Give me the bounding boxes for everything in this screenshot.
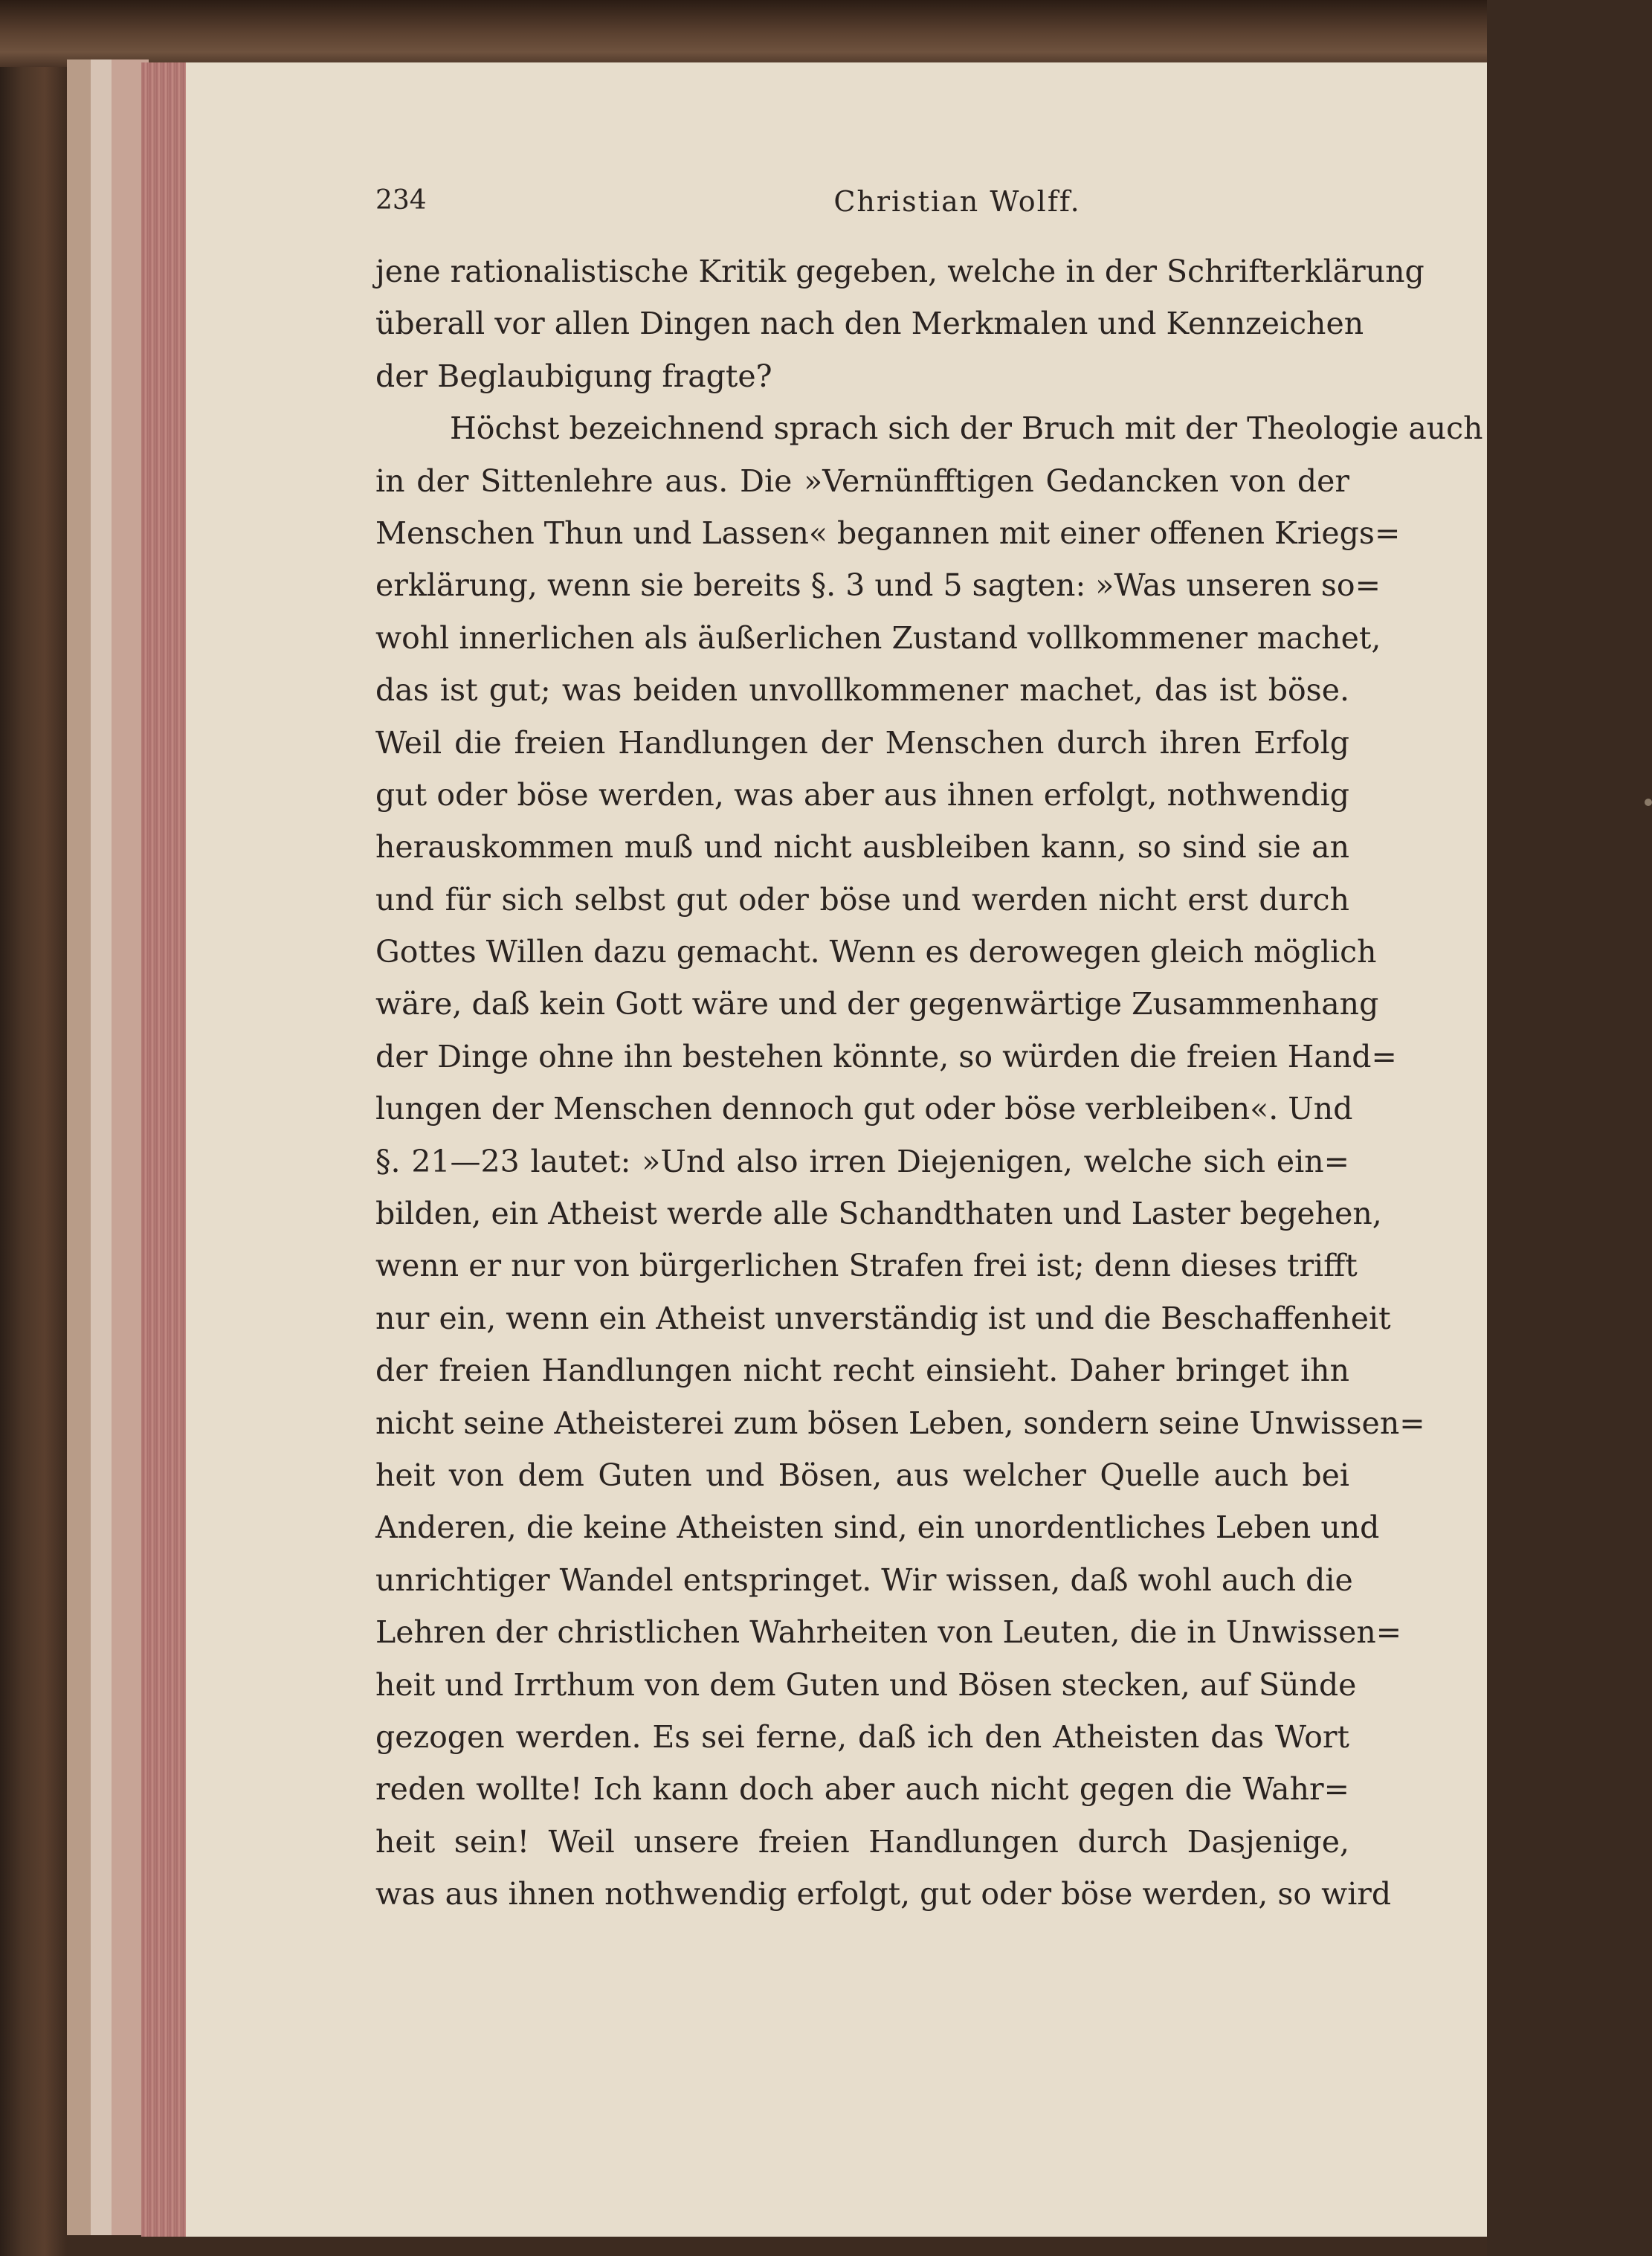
text-line: und für sich selbst gut oder böse und werden nicht erst durch — [375, 881, 1349, 918]
text-line: unrichtiger Wandel entspringet. Wir wissen, daß wohl auch die — [375, 1562, 1353, 1598]
text-line: nicht seine Atheisterei zum bösen Leben, sondern seine Unwissen= — [375, 1405, 1425, 1441]
text-line: gezogen werden. Es sei ferne, daß ich den Atheisten das Wort — [375, 1718, 1349, 1755]
text-line: nur ein, wenn ein Atheist unverständig ist und die Beschaffenheit — [375, 1300, 1391, 1336]
page-header — [375, 185, 1539, 230]
body-text — [375, 245, 1483, 1921]
text-line: Lehren der christlichen Wahrheiten von Leuten, die in Unwissen= — [375, 1614, 1402, 1651]
text-line: was aus ihnen nothwendig erfolgt, gut oder böse werden, so wird — [375, 1876, 1392, 1912]
paper-spot — [1645, 799, 1652, 806]
text-line: reden wollte! Ich kann doch aber auch nicht gegen die Wahr= — [375, 1771, 1349, 1808]
text-line: Anderen, die keine Atheisten sind, ein unordentliches Leben und — [375, 1509, 1380, 1546]
text-line: gut oder böse werden, was aber aus ihnen erfolgt, nothwendig — [375, 776, 1349, 813]
text-line: Gottes Willen dazu gemacht. Wenn es derowegen gleich möglich — [375, 934, 1377, 970]
text-line: Höchst bezeichnend sprach sich der Bruch mit der Theologie auch — [450, 410, 1483, 447]
text-line: §. 21—23 lautet: »Und also irren Diejenigen, welche sich ein= — [375, 1143, 1349, 1179]
text-line: lungen der Menschen dennoch gut oder böse verbleiben«. Und — [375, 1091, 1353, 1127]
text-line: das ist gut; was beiden unvollkommener machet, das ist böse. — [375, 672, 1349, 709]
text-line: wäre, daß kein Gott wäre und der gegenwärtige Zusammenhang — [375, 986, 1379, 1022]
text-line: der freien Handlungen nicht recht einsieht. Daher bringet ihn — [375, 1353, 1349, 1389]
text-line: jene rationalistische Kritik gegeben, welche in der Schrifterklärung — [375, 254, 1424, 289]
text-line: Weil die freien Handlungen der Menschen durch ihren Erfolg — [375, 724, 1349, 761]
page-number: 234 — [375, 185, 427, 216]
running-head: Christian Wolff. — [833, 185, 1081, 218]
text-line: Menschen Thun und Lassen« begannen mit einer offenen Kriegs= — [375, 515, 1401, 551]
text-line: heit und Irrthum von dem Guten und Bösen stecken, auf Sünde — [375, 1666, 1357, 1703]
text-line: bilden, ein Atheist werde alle Schandthaten und Laster begehen, — [375, 1196, 1382, 1232]
text-line: überall vor allen Dingen nach den Merkmalen und Kennzeichen — [375, 306, 1364, 342]
text-line: herauskommen muß und nicht ausbleiben kann, so sind sie an — [375, 829, 1349, 866]
text-line: wenn er nur von bürgerlichen Strafen frei ist; denn dieses trifft — [375, 1248, 1358, 1284]
page-edges — [141, 62, 187, 2237]
text-line: der Dinge ohne ihn bestehen könnte, so würden die freien Hand= — [375, 1038, 1397, 1074]
text-line: heit sein! Weil unsere freien Handlungen durch Dasjenige, — [375, 1823, 1349, 1860]
text-line: in der Sittenlehre aus. Die »Vernünfftigen Gedancken von der — [375, 463, 1349, 499]
text-line: wohl innerlichen als äußerlichen Zustand vollkommener machet, — [375, 619, 1381, 656]
text-line: erklärung, wenn sie bereits §. 3 und 5 sagten: »Was unseren so= — [375, 567, 1381, 604]
text-line: heit von dem Guten und Bösen, aus welcher Quelle auch bei — [375, 1457, 1349, 1493]
text-line: der Beglaubigung fragte? — [375, 358, 772, 394]
book-cover-edge — [0, 0, 1487, 67]
